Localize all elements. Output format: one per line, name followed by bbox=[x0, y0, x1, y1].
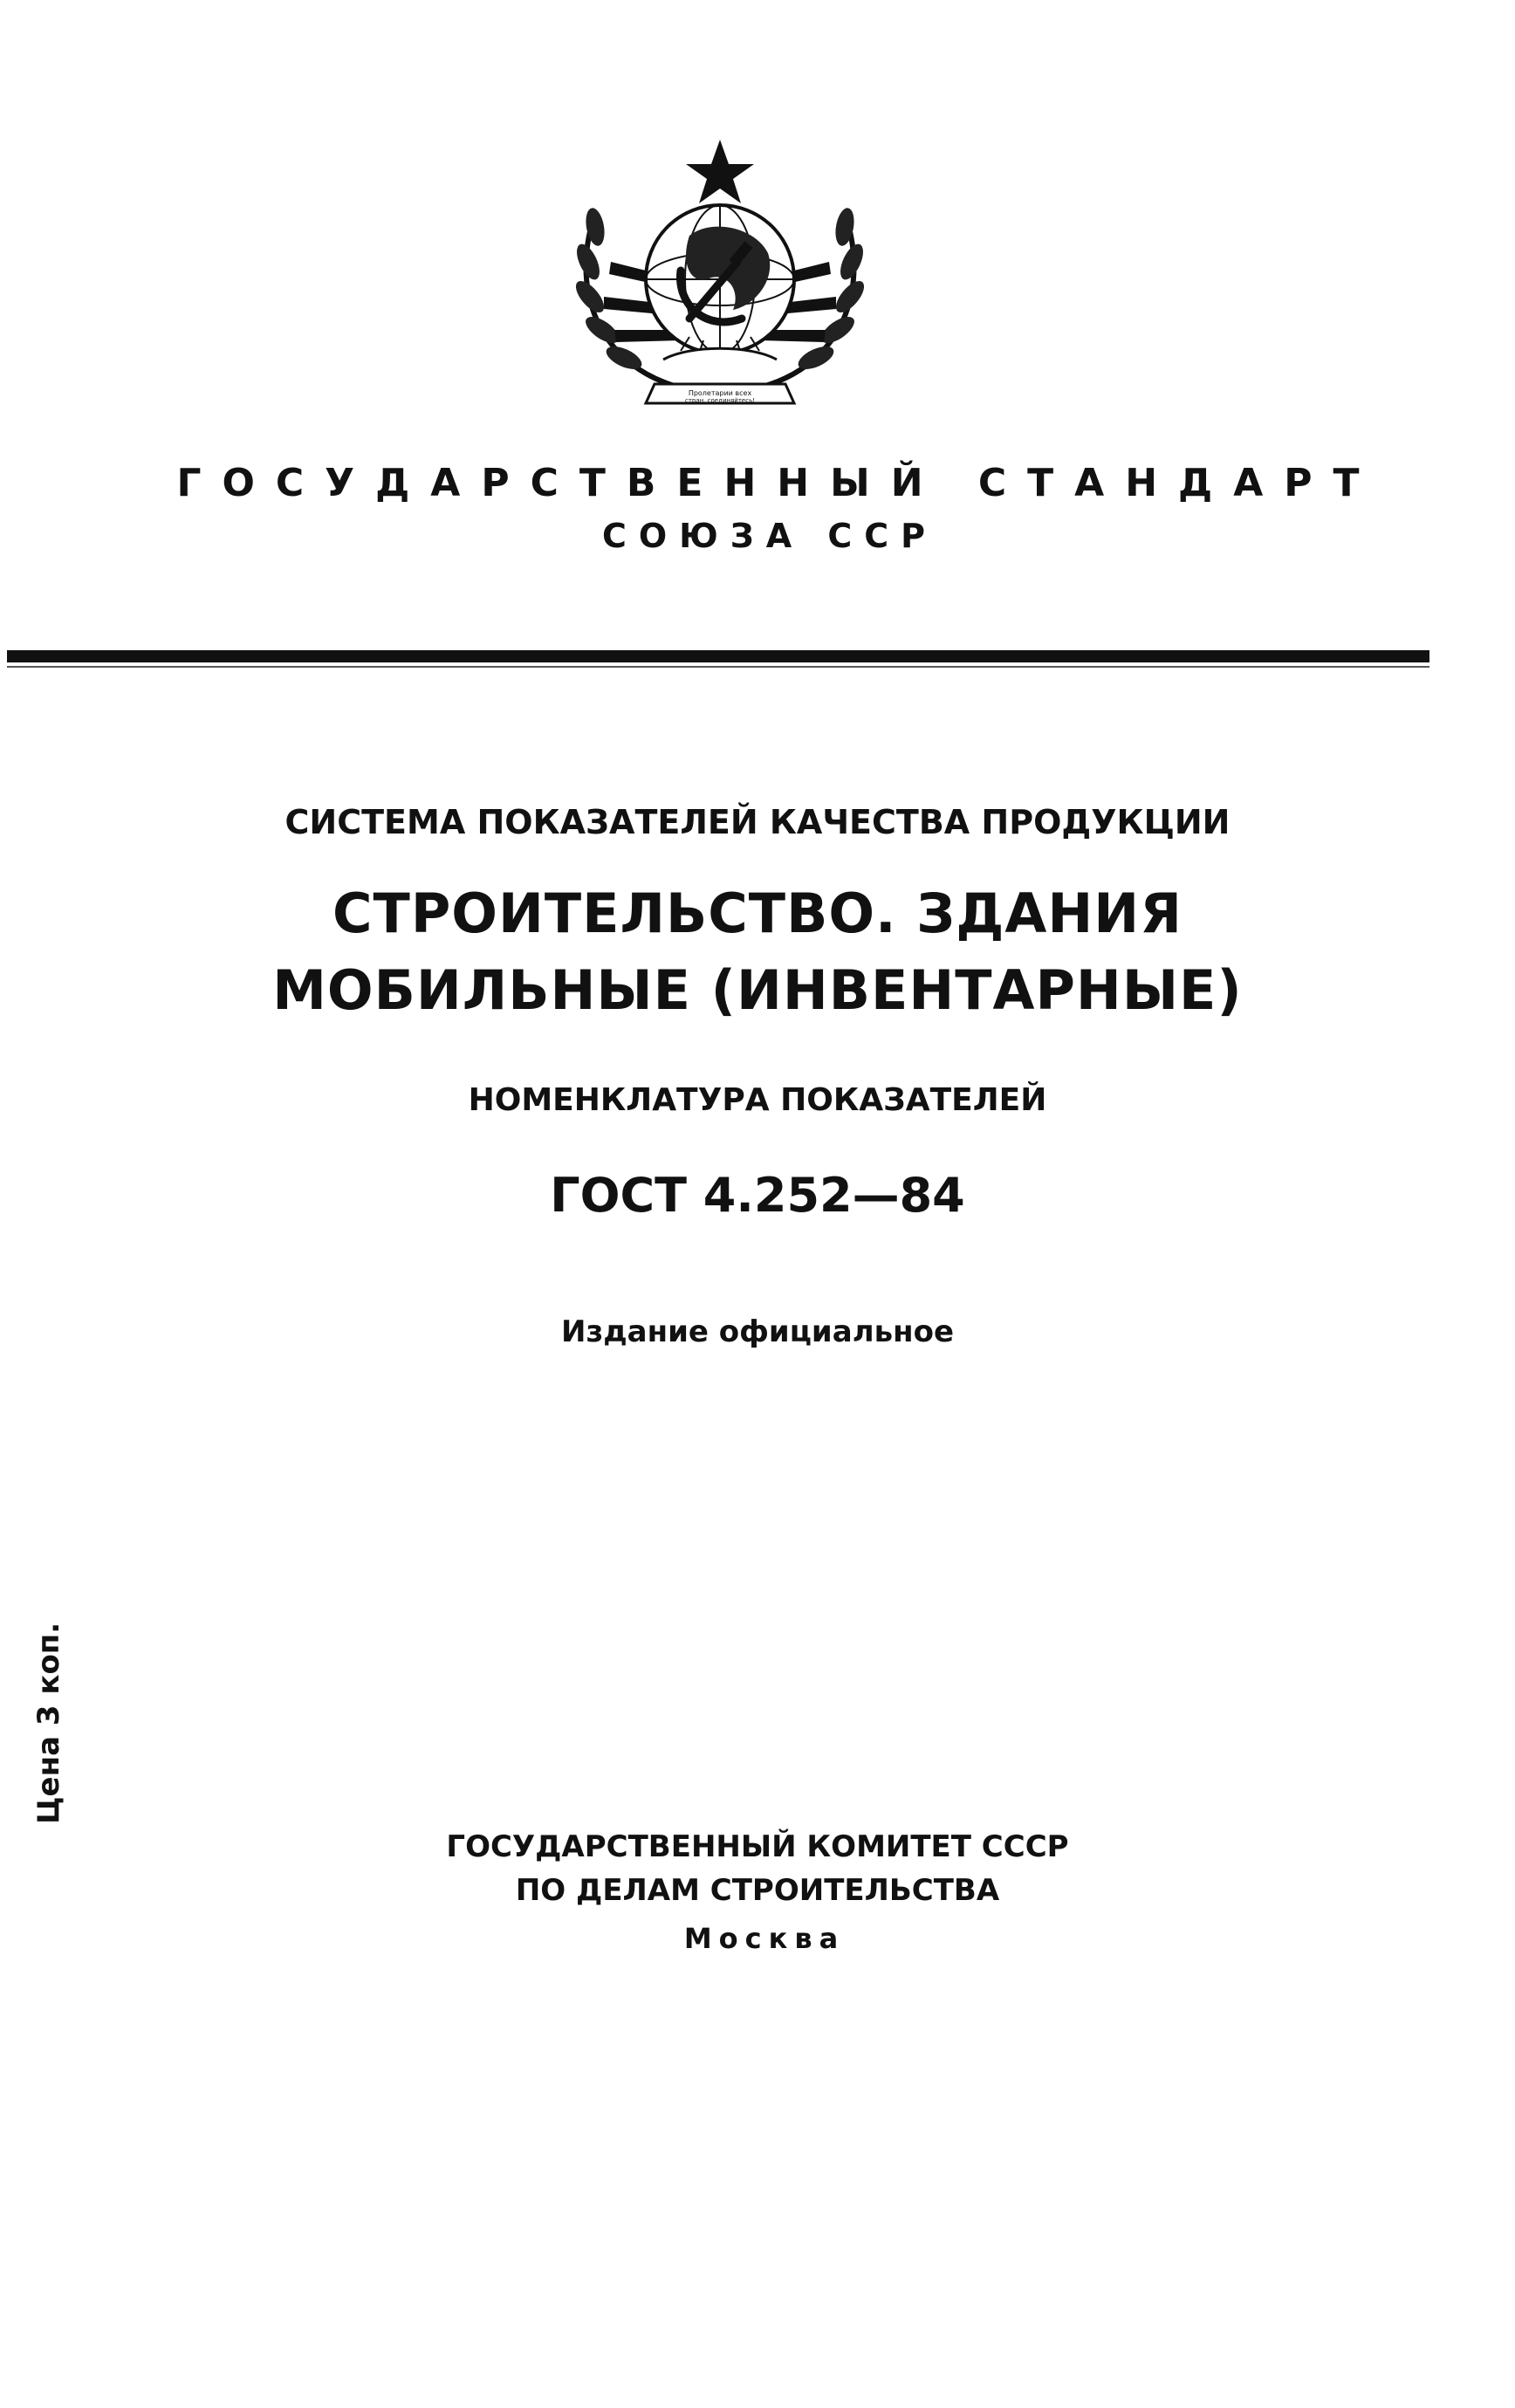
document-title-line-1: СТРОИТЕЛЬСТВО. ЗДАНИЯ bbox=[332, 882, 1183, 945]
emblem-ribbon-line-1: Пролетарии всех bbox=[688, 389, 752, 397]
standard-title: ГОСУДАРСТВЕННЫЙ СТАНДАРТ bbox=[176, 461, 1381, 505]
publisher-city: Москва bbox=[683, 1922, 846, 1955]
emblem-icon bbox=[559, 131, 881, 445]
publisher-line-2: ПО ДЕЛАМ СТРОИТЕЛЬСТВА bbox=[515, 1873, 1000, 1908]
publisher-line-1: ГОСУДАРСТВЕННЫЙ КОМИТЕТ СССР bbox=[446, 1829, 1069, 1864]
edition-note: Издание официальное bbox=[560, 1314, 955, 1349]
ussr-emblem bbox=[559, 131, 881, 445]
header-divider-thin bbox=[7, 666, 1429, 668]
gost-code: ГОСТ 4.252—84 bbox=[550, 1168, 965, 1223]
price-label: Цена 3 коп. bbox=[31, 1622, 66, 1824]
document-title-line-2: МОБИЛЬНЫЕ (ИНВЕНТАРНЫЕ) bbox=[272, 958, 1243, 1022]
emblem-ribbon-line-2: стран, соединяйтесь! bbox=[684, 397, 756, 404]
standard-subtitle: СОЮЗА ССР bbox=[601, 517, 938, 555]
header-divider bbox=[7, 650, 1429, 662]
series-title: СИСТЕМА ПОКАЗАТЕЛЕЙ КАЧЕСТВА ПРОДУКЦИИ bbox=[284, 803, 1231, 841]
document-subtitle: НОМЕНКЛАТУРА ПОКАЗАТЕЛЕЙ bbox=[468, 1082, 1047, 1118]
